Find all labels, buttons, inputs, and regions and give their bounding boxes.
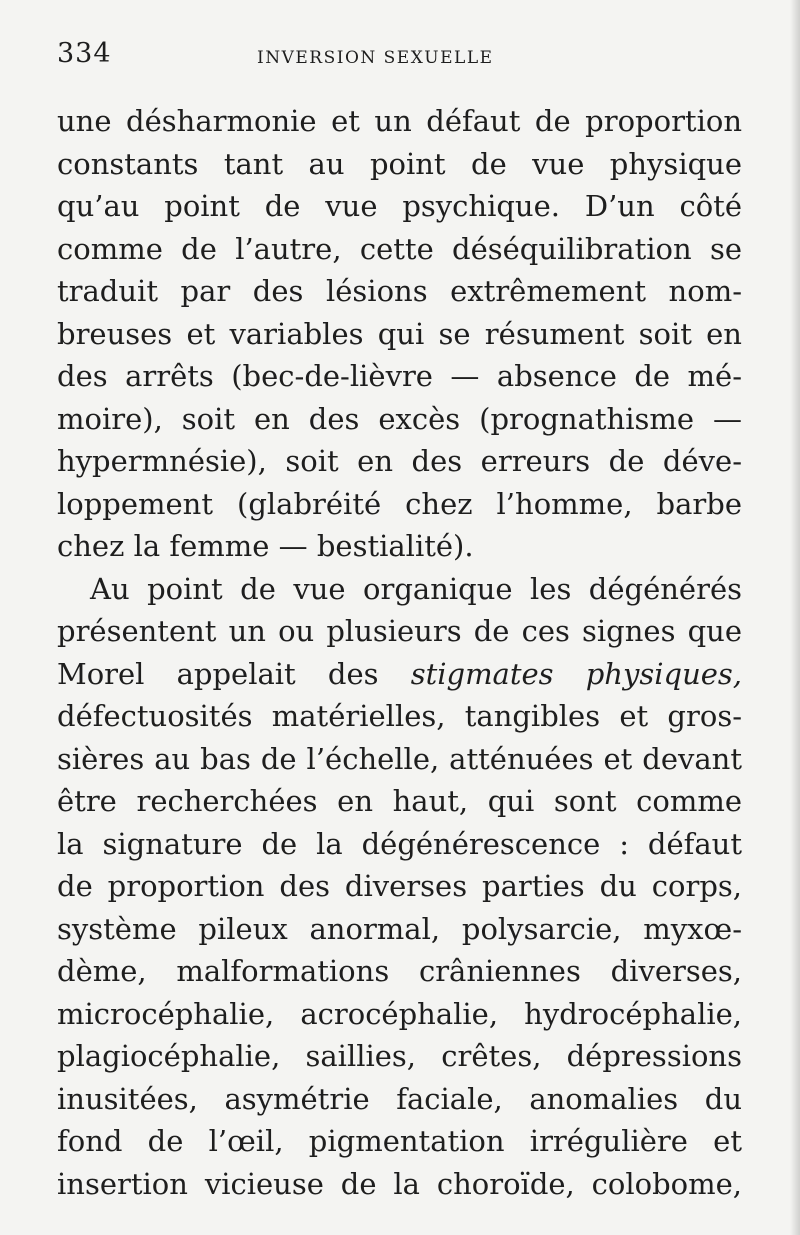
text-line: sières au bas de l’échelle, atténuées et devant (57, 741, 742, 776)
text-line-with-italic (57, 653, 742, 696)
text-line: de proportion des diverses parties du corps, (57, 869, 742, 903)
text-line: des arrêts (bec-de-lièvre — absence de mé- (57, 359, 742, 393)
text-line: dème, malformations crâniennes diverses, (57, 954, 742, 988)
text-line: Au point de vue organique les dégénérés (90, 571, 742, 606)
page-edge-shadow (790, 0, 800, 1235)
text-line: insertion vicieuse de la choroïde, colobome, (57, 1166, 742, 1201)
text-line: la signature de la dégénérescence : défaut (57, 826, 742, 861)
text-line: fond de l’œil, pigmentation irrégulière et (57, 1124, 742, 1158)
text-line: loppement (glabréité chez l’homme, barbe (57, 486, 742, 521)
text-line: système pileux anormal, polysarcie, myxœ- (57, 911, 742, 946)
italic-term: stigmates physiques, (410, 656, 743, 691)
text-line: inusitées, asymétrie faciale, anomalies du (57, 1081, 742, 1116)
text-line: plagiocéphalie, saillies, crêtes, dépressions (57, 1039, 742, 1073)
text-line: hypermnésie), soit en des erreurs de déve- (57, 444, 742, 478)
page-number: 334 (57, 38, 112, 69)
text-run: Morel appelait des (57, 656, 379, 691)
text-line: chez la femme — bestialité). (57, 529, 474, 563)
text-line: qu’au point de vue psychique. D’un côté (57, 189, 742, 223)
text-line: constants tant au point de vue physique (57, 146, 742, 181)
text-line: présentent un ou plusieurs de ces signes que (57, 614, 742, 648)
text-line: breuses et variables qui se résument soit en (57, 316, 742, 351)
body-text (57, 100, 742, 1205)
running-title: INVERSION SEXUELLE (257, 48, 494, 68)
page-header (57, 38, 747, 78)
text-line: traduit par des lésions extrêmement nom- (57, 274, 742, 308)
text-line: une désharmonie et un défaut de proportion (57, 104, 742, 138)
text-line: microcéphalie, acrocéphalie, hydrocéphalie, (57, 996, 742, 1031)
text-line: moire), soit en des excès (prognathisme — (57, 401, 742, 436)
text-line: comme de l’autre, cette déséquilibration se (57, 231, 742, 266)
text-line: défectuosités matérielles, tangibles et gros- (57, 699, 742, 733)
text-line: être recherchées en haut, qui sont comme (57, 784, 742, 818)
